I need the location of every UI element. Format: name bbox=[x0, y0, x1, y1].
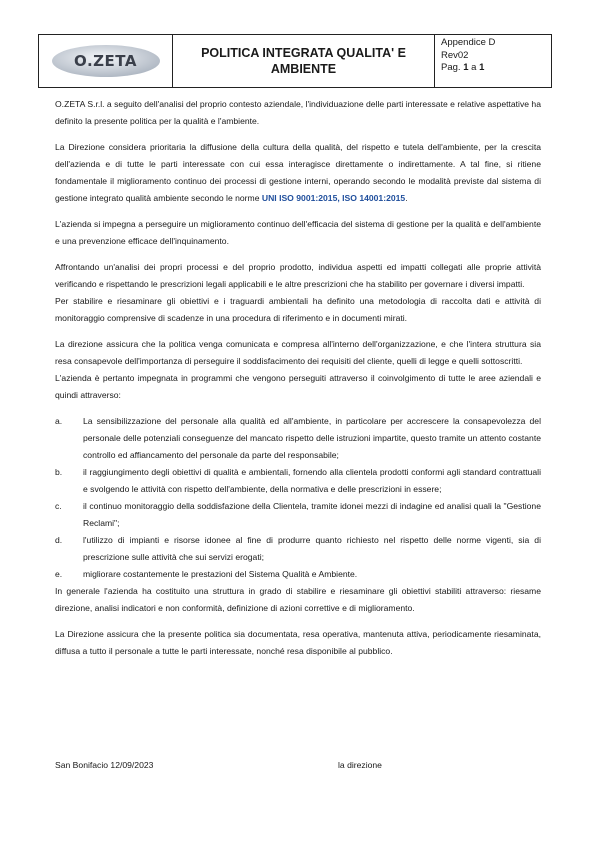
list-item: a. La sensibilizzazione del personale alla qualità ed all'ambiente, in particolare per accrescere la consapevolezza del personale delle potenziali conseguenze del mancato rispetto delle istruzioni impartite, questo tramite un attento costante controllo ed affiancamento del personale da parte del responsabile; bbox=[55, 416, 541, 460]
company-logo bbox=[50, 43, 162, 79]
commitment-list bbox=[55, 413, 541, 583]
paragraph-intro: O.ZETA S.r.l. a seguito dell'analisi del proprio contesto aziendale, l'individuazione delle parti interessate e relative aspettative ha definito la presente politica per la qualità e l'ambiente. bbox=[55, 99, 541, 126]
paragraph-impegno: L'azienda si impegna a perseguire un miglioramento continuo dell'efficacia del sistema di gestione per la qualità e dell'ambiente e una prevenzione efficace dell'inquinamento. bbox=[55, 219, 541, 246]
signature-label: la direzione bbox=[338, 760, 382, 770]
document-header bbox=[38, 34, 552, 88]
document-body bbox=[55, 96, 541, 669]
appendix-label: Appendice D bbox=[441, 37, 496, 48]
list-item: c. il continuo monitoraggio della soddisfazione della Clientela, tramite idonei mezzi di indagine ed analisi quali la "Gestione Reclami"; bbox=[55, 501, 541, 528]
paragraph-obiettivi: Per stabilire e riesaminare gli obiettivi e i traguardi ambientali ha definito una metodologia di raccolta dati e attività di monitoraggio comprensive di scadenze in una procedura di riferimento e in documenti mirati. bbox=[55, 296, 541, 323]
logo-cell bbox=[39, 35, 173, 87]
paragraph-struttura: In generale l'azienda ha costituito una struttura in grado di stabilire e riesaminare gli obiettivi stabiliti attraverso: riesame direzione, analisi indicatori e non conformità, definizione di azioni correttive e di miglioramento. bbox=[55, 586, 541, 613]
list-item: b. il raggiungimento degli obiettivi di qualità e ambientali, fornendo alla clientela prodotti conformi agli standard contrattuali e svolgendo le attività con rispetto dell'ambiente, della normativa e delle prescrizioni in essere; bbox=[55, 467, 541, 494]
revision-label: Rev02 bbox=[441, 49, 469, 61]
list-item: e. migliorare costantemente le prestazioni del Sistema Qualità e Ambiente. bbox=[55, 569, 358, 579]
document-reference bbox=[435, 35, 551, 87]
paragraph-programmi: L'azienda è pertanto impegnata in programmi che vengono perseguiti attraverso il coinvolgimento di tutte le aree aziendali e quindi attraverso: bbox=[55, 373, 541, 400]
norms-reference: UNI ISO 9001:2015, ISO 14001:2015 bbox=[261, 193, 406, 203]
page-number: Pag. 1 a 1 bbox=[441, 62, 485, 73]
list-item: d. l'utilizzo di impianti e risorse idonee al fine di produrre quanto richiesto nel rispetto delle norme vigenti, sia di prescrizione sulle attività che sui servizi erogati; bbox=[55, 535, 541, 562]
document-title: POLITICA INTEGRATA QUALITA' E AMBIENTE bbox=[173, 35, 435, 87]
paragraph-direzione: La Direzione considera prioritaria la diffusione della cultura della qualità, del rispetto e tutela dell'ambiente, per la crescita dell'azienda e di tutte le parti interessate con cui essa interagisce direttamente o indirettamente. A tal fine, si ritiene fondamentale il miglioramento continuo dei processi di gestione interni, operando secondo le modalità previste dal sistema di gestione integrato qualità ambiente secondo le norme UNI ISO 9001:2015, ISO 14001:2015. bbox=[55, 142, 541, 203]
paragraph-analisi: Affrontando un'analisi dei propri processi e del proprio prodotto, individua aspetti ed impatti collegati alle proprie attività verificando e rispettando le prescrizioni legali applicabili e le altre prescrizioni che ha stabilito per governare i diversi impatti. bbox=[55, 262, 541, 289]
paragraph-diffusione: La Direzione assicura che la presente politica sia documentata, resa operativa, mantenuta attiva, periodicamente riesaminata, diffusa a tutto il personale a tutte le parti interessate, nonché resa disponibile al pubblico. bbox=[55, 629, 541, 656]
logo-text: O.ZETA bbox=[74, 52, 137, 70]
paragraph-comunicazione: La direzione assicura che la politica venga comunicata e compresa all'interno dell'organizzazione, e che l'intera struttura sia resa consapevole dell'importanza di perseguire il soddisfacimento dei requisiti del cliente, quelli di legge e quelli sottoscritti. bbox=[55, 339, 541, 366]
place-date: San Bonifacio 12/09/2023 bbox=[55, 760, 154, 770]
